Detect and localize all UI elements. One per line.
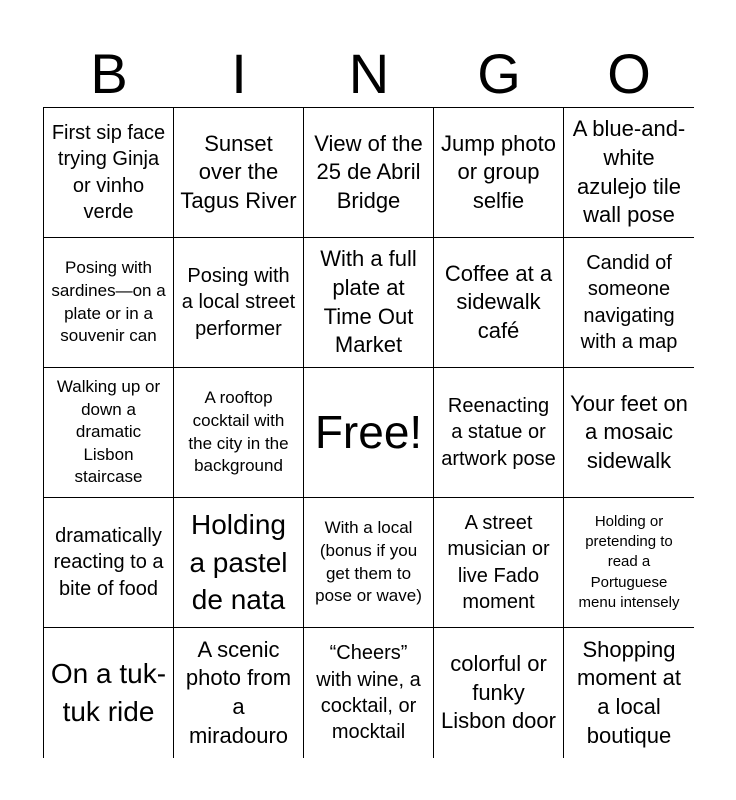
cell-text: Shopping moment at a local boutique xyxy=(577,636,681,748)
cell-text: Holding or pretending to read a Portuguese menu intensely xyxy=(578,512,680,611)
cell-text: colorful or funky Lisbon door xyxy=(441,651,556,734)
cell-text: Walking up or down a dramatic Lisbon staircase xyxy=(56,376,161,487)
bingo-cell-r1-c4[interactable] xyxy=(434,108,564,238)
bingo-cell-r3-c4[interactable] xyxy=(434,368,564,498)
bingo-board xyxy=(43,107,694,758)
bingo-cell-r4-c5[interactable] xyxy=(564,498,694,628)
bingo-cell-r2-c3[interactable] xyxy=(304,238,434,368)
bingo-cell-r2-c2[interactable] xyxy=(174,238,304,368)
bingo-cell-r2-c5[interactable] xyxy=(564,238,694,368)
cell-text: Jump photo or group selfie xyxy=(441,130,556,213)
cell-text: A blue-and-white azulejo tile wall pose xyxy=(572,116,686,228)
cell-text: First sip face trying Ginja or vinho verde xyxy=(51,121,166,223)
bingo-cell-r5-c4[interactable] xyxy=(434,628,564,758)
header-letter-o: O xyxy=(607,42,651,105)
free-space-text: Free! xyxy=(314,406,423,459)
bingo-cell-r1-c3[interactable] xyxy=(304,108,434,238)
bingo-cell-r5-c3[interactable] xyxy=(304,628,434,758)
bingo-cell-r3-c2[interactable] xyxy=(174,368,304,498)
cell-text: View of the 25 de Abril Bridge xyxy=(314,130,423,213)
bingo-cell-r1-c5[interactable] xyxy=(564,108,694,238)
cell-text: “Cheers” with wine, a cocktail, or mocktail xyxy=(316,642,421,744)
cell-text: A scenic photo from a miradouro xyxy=(185,636,292,748)
bingo-cell-r5-c2[interactable] xyxy=(174,628,304,758)
bingo-cell-r5-c5[interactable] xyxy=(564,628,694,758)
header-letter-i: I xyxy=(231,42,247,105)
cell-text: Posing with sardines—on a plate or in a souvenir can xyxy=(51,258,166,346)
cell-text: With a full plate at Time Out Market xyxy=(320,246,417,358)
cell-text: dramatically reacting to a bite of food xyxy=(53,524,164,600)
bingo-cell-r1-c2[interactable] xyxy=(174,108,304,238)
header-letter-n: N xyxy=(348,42,390,105)
cell-text: Posing with a local street performer xyxy=(181,264,296,340)
bingo-cell-r3-c1[interactable] xyxy=(44,368,174,498)
bingo-cell-r4-c1[interactable] xyxy=(44,498,174,628)
cell-text: Coffee at a sidewalk café xyxy=(444,260,553,343)
bingo-cell-r4-c4[interactable] xyxy=(434,498,564,628)
cell-text: Sunset over the Tagus River xyxy=(180,130,297,213)
bingo-cell-r2-c1[interactable] xyxy=(44,238,174,368)
header-letter-g: G xyxy=(477,42,521,105)
cell-text: On a tuk-tuk ride xyxy=(50,658,167,727)
bingo-cell-r4-c3[interactable] xyxy=(304,498,434,628)
bingo-cell-r3-c5[interactable] xyxy=(564,368,694,498)
cell-text: Holding a pastel de nata xyxy=(189,508,288,616)
bingo-cell-r5-c1[interactable] xyxy=(44,628,174,758)
cell-text: A rooftop cocktail with the city in the background xyxy=(188,388,289,476)
cell-text: Your feet on a mosaic sidewalk xyxy=(570,390,688,473)
cell-text: With a local (bonus if you get them to pose or wave) xyxy=(315,518,422,606)
cell-text: Candid of someone navigating with a map xyxy=(580,251,678,353)
bingo-cell-r4-c2[interactable] xyxy=(174,498,304,628)
bingo-header xyxy=(44,40,694,108)
header-letter-b: B xyxy=(90,42,128,105)
bingo-cell-r1-c1[interactable] xyxy=(44,108,174,238)
bingo-cell-r2-c4[interactable] xyxy=(434,238,564,368)
cell-text: Reenacting a statue or artwork pose xyxy=(441,394,556,470)
bingo-cell-free[interactable] xyxy=(304,368,434,498)
cell-text: A street musician or live Fado moment xyxy=(447,511,550,613)
